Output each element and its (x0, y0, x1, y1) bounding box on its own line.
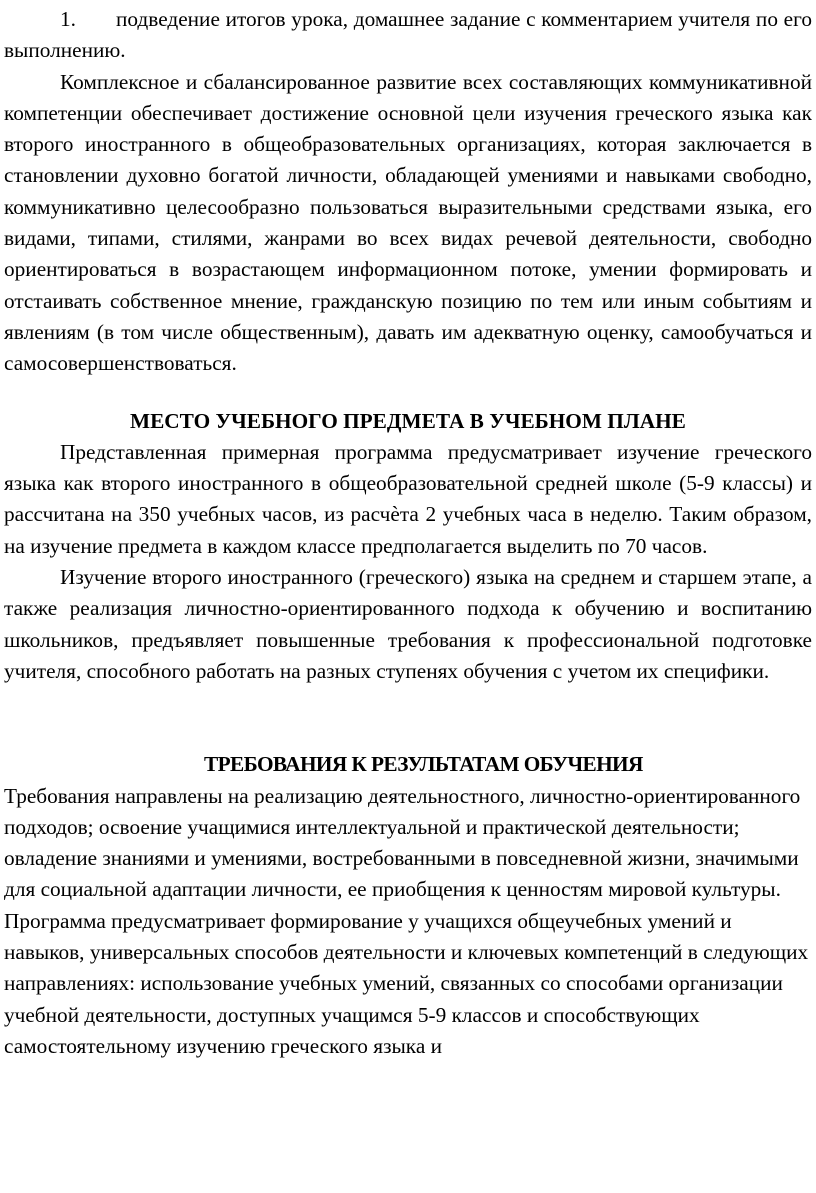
list-item-1 (4, 4, 812, 67)
paragraph-program-skills: Программа предусматривает формирование у учащихся общеучебных умений и навыков, универсальных способов деятельности и ключевых компетенций в следующих направлениях: использование учебных умений, связанных со способами организации учебной деятельности, доступных учащимся 5-9 классов и способствующих самостоятельному изучению греческого языка и (4, 908, 809, 1058)
paragraph-program-hours: Представленная примерная программа предусматривает изучение греческого языка как второго иностранного в общеобразовательной средней школе (5-9 классы) и рассчитана на 350 учебных часов, из расчѐта 2 учебных часа в неделю. Таким образом, на изучение предмета в каждом классе предполагается выделить по 70 часов. (4, 439, 812, 558)
section-heading-curriculum-place: МЕСТО УЧЕБНОГО ПРЕДМЕТА В УЧЕБНОМ ПЛАНЕ (130, 408, 686, 433)
paragraph-teacher-requirements: Изучение второго иностранного (греческого) языка на среднем и старшем этапе, а также реализация личностно-ориентированного подхода к обучению и воспитанию школьников, предъявляет повышенные требования к профессиональной подготовке учителя, способного работать на разных ступенях обучения с учетом их специфики. (4, 565, 812, 683)
list-item-text: подведение итогов урока, домашнее задание с комментарием учителя по его выполнению. (4, 7, 812, 63)
paragraph-communicative-competence: Комплексное и сбалансированное развитие всех составляющих коммуникативной компетенции обеспечивает достижение основной цели изучения греческого языка как второго иностранного в общеобразовательных организациях, которая заключается в становлении духовно богатой личности, обладающей умениями и навыками свободно, коммуникативно целесообразно пользоваться выразительными средствами языка, его видами, типами, стилями, жанрами во всех видах речевой деятельности, свободно ориентироваться в возрастающем информационном потоке, умении формировать и отстаивать собственное мнение, гражданскую позицию по тем или иным событиям и явлениям (в том числе общественным), давать им адекватную оценку, самообучаться и самосовершенствоваться. (4, 69, 812, 376)
list-item-number: 1. (60, 7, 76, 31)
section-heading-learning-outcomes: ТРЕБОВАНИЯ К РЕЗУЛЬТАТАМ ОБУЧЕНИЯ (204, 752, 643, 777)
paragraph-requirements-directed: Требования направлены на реализацию деятельностного, личностно-ориентированного подходов; освоение учащимися интеллектуальной и практической деятельности; овладение знаниями и умениями, востребованными в повседневной жизни, значимыми для социальной адаптации личности, ее приобщения к ценностям мировой культуры. (4, 783, 801, 902)
